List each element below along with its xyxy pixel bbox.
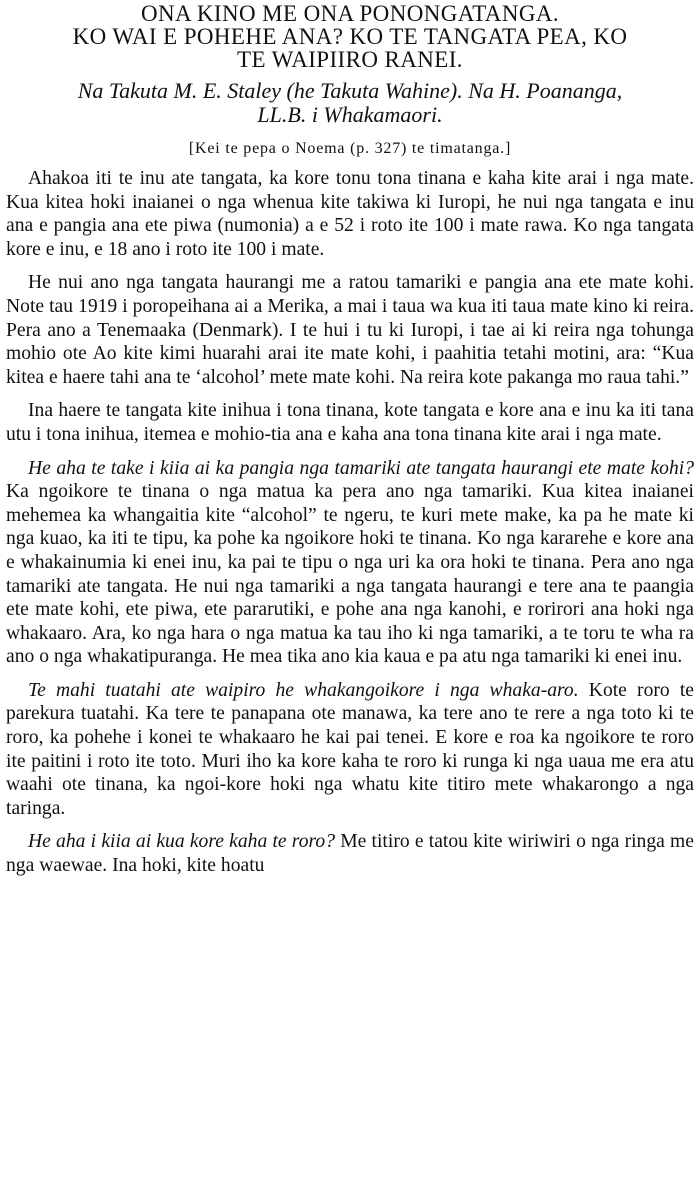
paragraph-6-text: Me titiro e tatou kite wiriwiri o nga ringa me nga waewae. Ina hoki, kite hoatu <box>6 831 694 877</box>
byline <box>6 79 694 127</box>
title-line-3: TE WAIPIIRO RANEI. <box>237 47 463 72</box>
paragraph-5-text: Kote roro te parekura tuatahi. Ka tere te panapana ote manawa, ka tere ano te rere a nga toto ki te roro, ka pohehe i konei te whakaaro he kai pai tenei. E kore e roa ka ngoikore te roro ite paitini i roto ite toto. Muri iho ka kore kaha te roro ki runga ki nga uaua me era atu waahi ote tinana, ka ngoi-kore hoki nga whatu kite titiro mete whakarongo a nga taringa. <box>6 679 694 819</box>
title-line-2: KO WAI E POHEHE ANA? KO TE TANGATA PEA, KO <box>72 24 628 49</box>
paragraph-6-lead: He aha i kiia ai kua kore kaha te roro? <box>28 831 335 853</box>
paragraph-5-lead: Te mahi tuatahi ate waipiro he whakangoikore i nga whaka-aro. <box>28 679 579 701</box>
paragraph-3: Ina haere te tangata kite inihua i tona tinana, kote tangata e kore ana e inu ka iti tana utu i tona inihua, itemea e mohio-tia ana e kaha ana tona tinana kite arai i nga mate. <box>6 400 694 445</box>
paragraph-6 <box>6 830 694 877</box>
paragraph-2: He nui ano nga tangata haurangi me a ratou tamariki e pangia ana ete mate kohi. Note tau 1919 i poropeihana ai a Merika, a mai i taua wa kua iti taua mate kino ki reira. Pera ano a Tenemaaka (Denmark). I te hui i tu ki Iuropi, i tae ai ki reira nga tohunga mohio ote Ao kite kimi huarahi arai ite mate kohi, i paahitia tetahi motini, ara: “Kua kitea e haere tahi ana te ‘alcohol’ mete mate kohi. Na reira kote pakanga mo raua tahi.” <box>6 272 694 388</box>
paragraph-5 <box>6 679 694 821</box>
paragraph-4 <box>6 457 694 669</box>
byline-line-2: LL.B. i Whakamaori. <box>257 102 443 127</box>
paragraph-1: Ahakoa iti te inu ate tangata, ka kore tonu tona tinana e kaha kite arai i nga mate. Kua kitea hoki inaianei o nga whenua kite takiwa ki Iuropi, he nui nga tangata e inu ana e pangia ana ete piwa (numonia) a e 52 i roto ite 100 i mate rawa. Ko nga tangata kore e inu, e 18 ano i roto ite 100 i mate. <box>6 168 694 260</box>
byline-line-1: Na Takuta M. E. Staley (he Takuta Wahine). Na H. Poananga, <box>77 78 623 103</box>
paragraph-4-lead: He aha te take i kiia ai ka pangia nga tamariki ate tangata haurangi ete mate kohi? <box>28 457 694 479</box>
article-title <box>6 2 694 71</box>
continuation-note: [Kei te pepa o Noema (p. 327) te timatanga.] <box>188 140 512 157</box>
paragraph-4-text: Ka ngoikore te tinana o nga matua ka pera ano nga tamariki. Kua kitea inaianei mehemea ka whangaitia kite “alcohol” te ngeru, te kuri mete make, ka pa he mate ki nga kuao, ka iti te tipu, ka pohe ka ngoikore hoki te tinana. Ko nga kararehe e kore ana e whakainumia ki enei inu, ka pai te tipu o nga uri ka ora hoki te tinana. Pera ano nga tamariki ate tangata. He nui nga tamariki a nga tangata haurangi e tere ana te paangia ete mate kohi, ete piwa, ete pararutiki, e pohe ana nga kanohi, e rorirori ana hoki nga whakaaro. Ara, ko nga hara o nga matua ka tau iho ki nga tamariki, a te toru te wha ra ano o nga whakatipuranga. He mea tika ano kia kaua e pa atu nga tamariki ki enei inu. <box>6 481 694 668</box>
article-body <box>6 167 694 878</box>
title-line-1: ONA KINO ME ONA PONONGATANGA. <box>140 1 559 26</box>
